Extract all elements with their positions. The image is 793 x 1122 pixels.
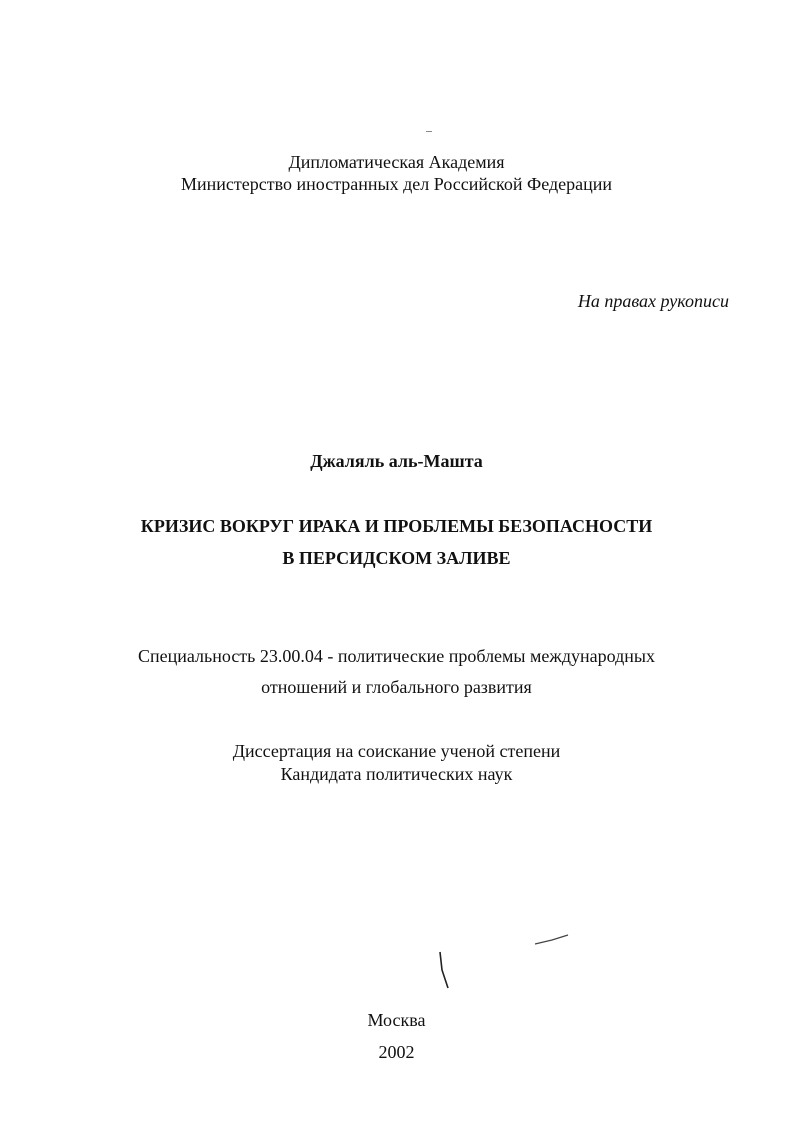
author-name: Джаляль аль-Машта (310, 451, 483, 471)
specialty-line-1: Специальность 23.00.04 - политические проблемы международных (138, 646, 655, 666)
degree-line-2: Кандидата политических наук (280, 764, 513, 784)
publication-city: Москва (367, 1010, 426, 1030)
manuscript-rights-note: На правах рукописи (577, 291, 729, 311)
pen-stroke-vertical (440, 952, 448, 988)
specialty-line-2: отношений и глобального развития (261, 677, 532, 697)
dissertation-title-line-1: КРИЗИС ВОКРУГ ИРАКА И ПРОБЛЕМЫ БЕЗОПАСНОСТИ (140, 516, 653, 536)
handwritten-pen-marks (430, 930, 580, 995)
publication-year: 2002 (378, 1042, 415, 1062)
ministry-name: Министерство иностранных дел Российской Федерации (181, 174, 612, 194)
pen-stroke-dash (535, 935, 568, 944)
degree-line-1: Диссертация на соискание ученой степени (232, 741, 561, 761)
dissertation-title-line-2: В ПЕРСИДСКОМ ЗАЛИВЕ (282, 548, 511, 568)
scan-artifact-dash (426, 131, 432, 132)
institution-name: Дипломатическая Академия (288, 152, 505, 172)
